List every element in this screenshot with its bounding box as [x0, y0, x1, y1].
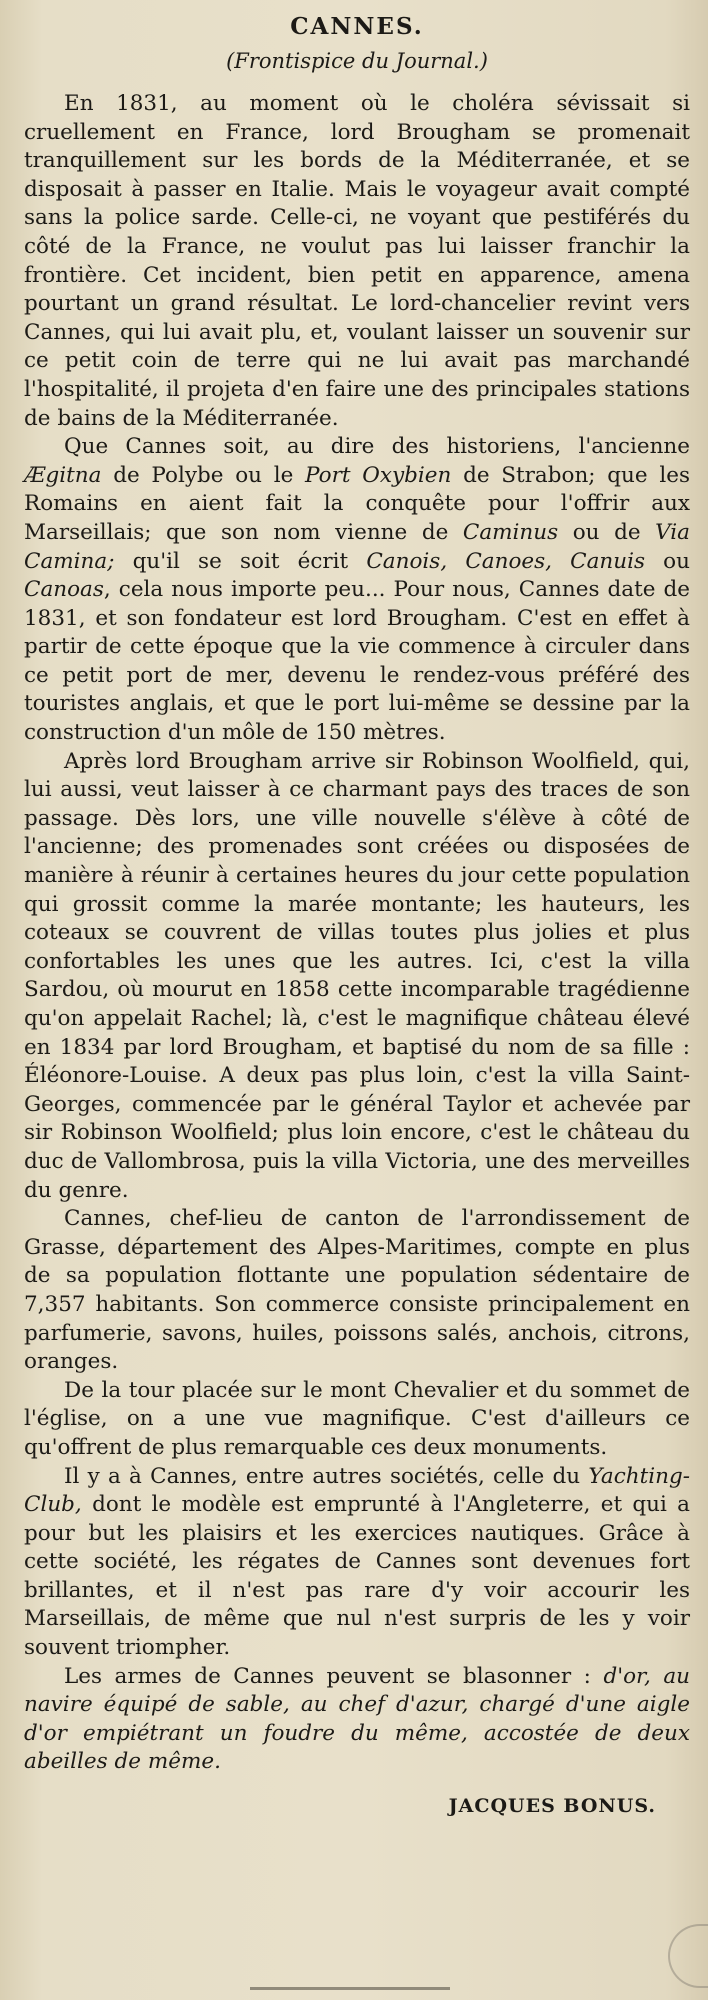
paragraph-1: En 1831, au moment où le choléra sévissait si cruellement en France, lord Brougham se promenait tranquillement sur les bords de la Méditerranée, et se disposait à passer en Italie. Mais le voyageur avait compté sans la police sarde. Celle-ci, ne voyant que pestiférés du côté de la France, ne voulut pas lui laisser franchir la frontière. Cet incident, bien petit en apparence, amena pourtant un grand résultat. Le lord-chancelier revint vers Cannes, qui lui avait plu, et, voulant laisser un souvenir sur ce petit coin de terre qui ne lui avait pas marchandé l'hospitalité, il projeta d'en faire une des principales stations de bains de la Méditerranée.: [24, 91, 690, 431]
paragraph-7: Les armes de Cannes peuvent se blasonner : d'or, au navire équipé de sable, au chef d'azur, chargé d'une aigle d'or empiétrant un foudre du même, accostée de deux abeilles de même.: [24, 1663, 690, 1775]
paragraph-3: Après lord Brougham arrive sir Robinson Woolfield, qui, lui aussi, veut laisser à ce charmant pays des traces de son passage. Dès lors, une ville nouvelle s'élève à côté de l'ancienne; des promenades sont créées ou disposées de manière à réunir à certaines heures du jour cette population qui grossit comme la marée montante; les hauteurs, les coteaux se couvrent de villas toutes plus jolies et plus confortables les unes que les autres. Ici, c'est la villa Sardou, où mourut en 1858 cette incomparable tragédienne qu'on appelait Rachel; là, c'est le magnifique château élevé en 1834 par lord Brougham, et baptisé du nom de sa fille : Éléonore-Louise. A deux pas plus loin, c'est la villa Saint-Georges, commencée par le général Taylor et achevée par sir Robinson Woolfield; plus loin encore, c'est le château du duc de Vallombrosa, puis la villa Victoria, une des merveilles du genre.: [24, 748, 690, 1203]
library-stamp-fragment: [668, 1924, 708, 1988]
paragraph-6: Il y a à Cannes, entre autres sociétés, celle du Yachting-Club, dont le modèle est emprunté à l'Angleterre, et qui a pour but les plaisirs et les exercices nautiques. Grâce à cette société, les régates de Cannes sont devenues fort brillantes, et il n'est pas rare d'y voir accourir les Marseillais, de même que nul n'est surpris de les y voir souvent triompher.: [24, 1463, 690, 1661]
paragraph-5: De la tour placée sur le mont Chevalier et du sommet de l'église, on a une vue magnifique. C'est d'ailleurs ce qu'offrent de plus remarquable ces deux monuments.: [24, 1377, 690, 1460]
page-cut-line: [250, 1987, 450, 2000]
article-subtitle: (Frontispice du Journal.): [226, 49, 488, 73]
article-title: CANNES.: [290, 13, 424, 40]
author-signature: JACQUES BONUS.: [448, 1795, 656, 1818]
paragraph-4: Cannes, chef-lieu de canton de l'arrondissement de Grasse, département des Alpes-Maritimes, compte en plus de sa population flottante une population sédentaire de 7,357 habitants. Son commerce consiste principalement en parfumerie, savons, huiles, poissons salés, anchois, citrons, oranges.: [24, 1206, 690, 1375]
paragraph-2: Que Cannes soit, au dire des historiens, l'ancienne Ægitna de Polybe ou le Port Oxybien de Strabon; que les Romains en aient fait la conquête pour l'offrir aux Marseillais; que son nom vienne de Caminus ou de Via Camina; qu'il se soit écrit Canois, Canoes, Canuis ou Canoas, cela nous importe peu... Pour nous, Cannes date de 1831, et son fondateur est lord Brougham. C'est en effet à partir de cette époque que la vie commence à circuler dans ce petit port de mer, devenu le rendez-vous préféré des touristes anglais, et que le port lui-même se dessine par la construction d'un môle de 150 mètres.: [24, 434, 690, 746]
